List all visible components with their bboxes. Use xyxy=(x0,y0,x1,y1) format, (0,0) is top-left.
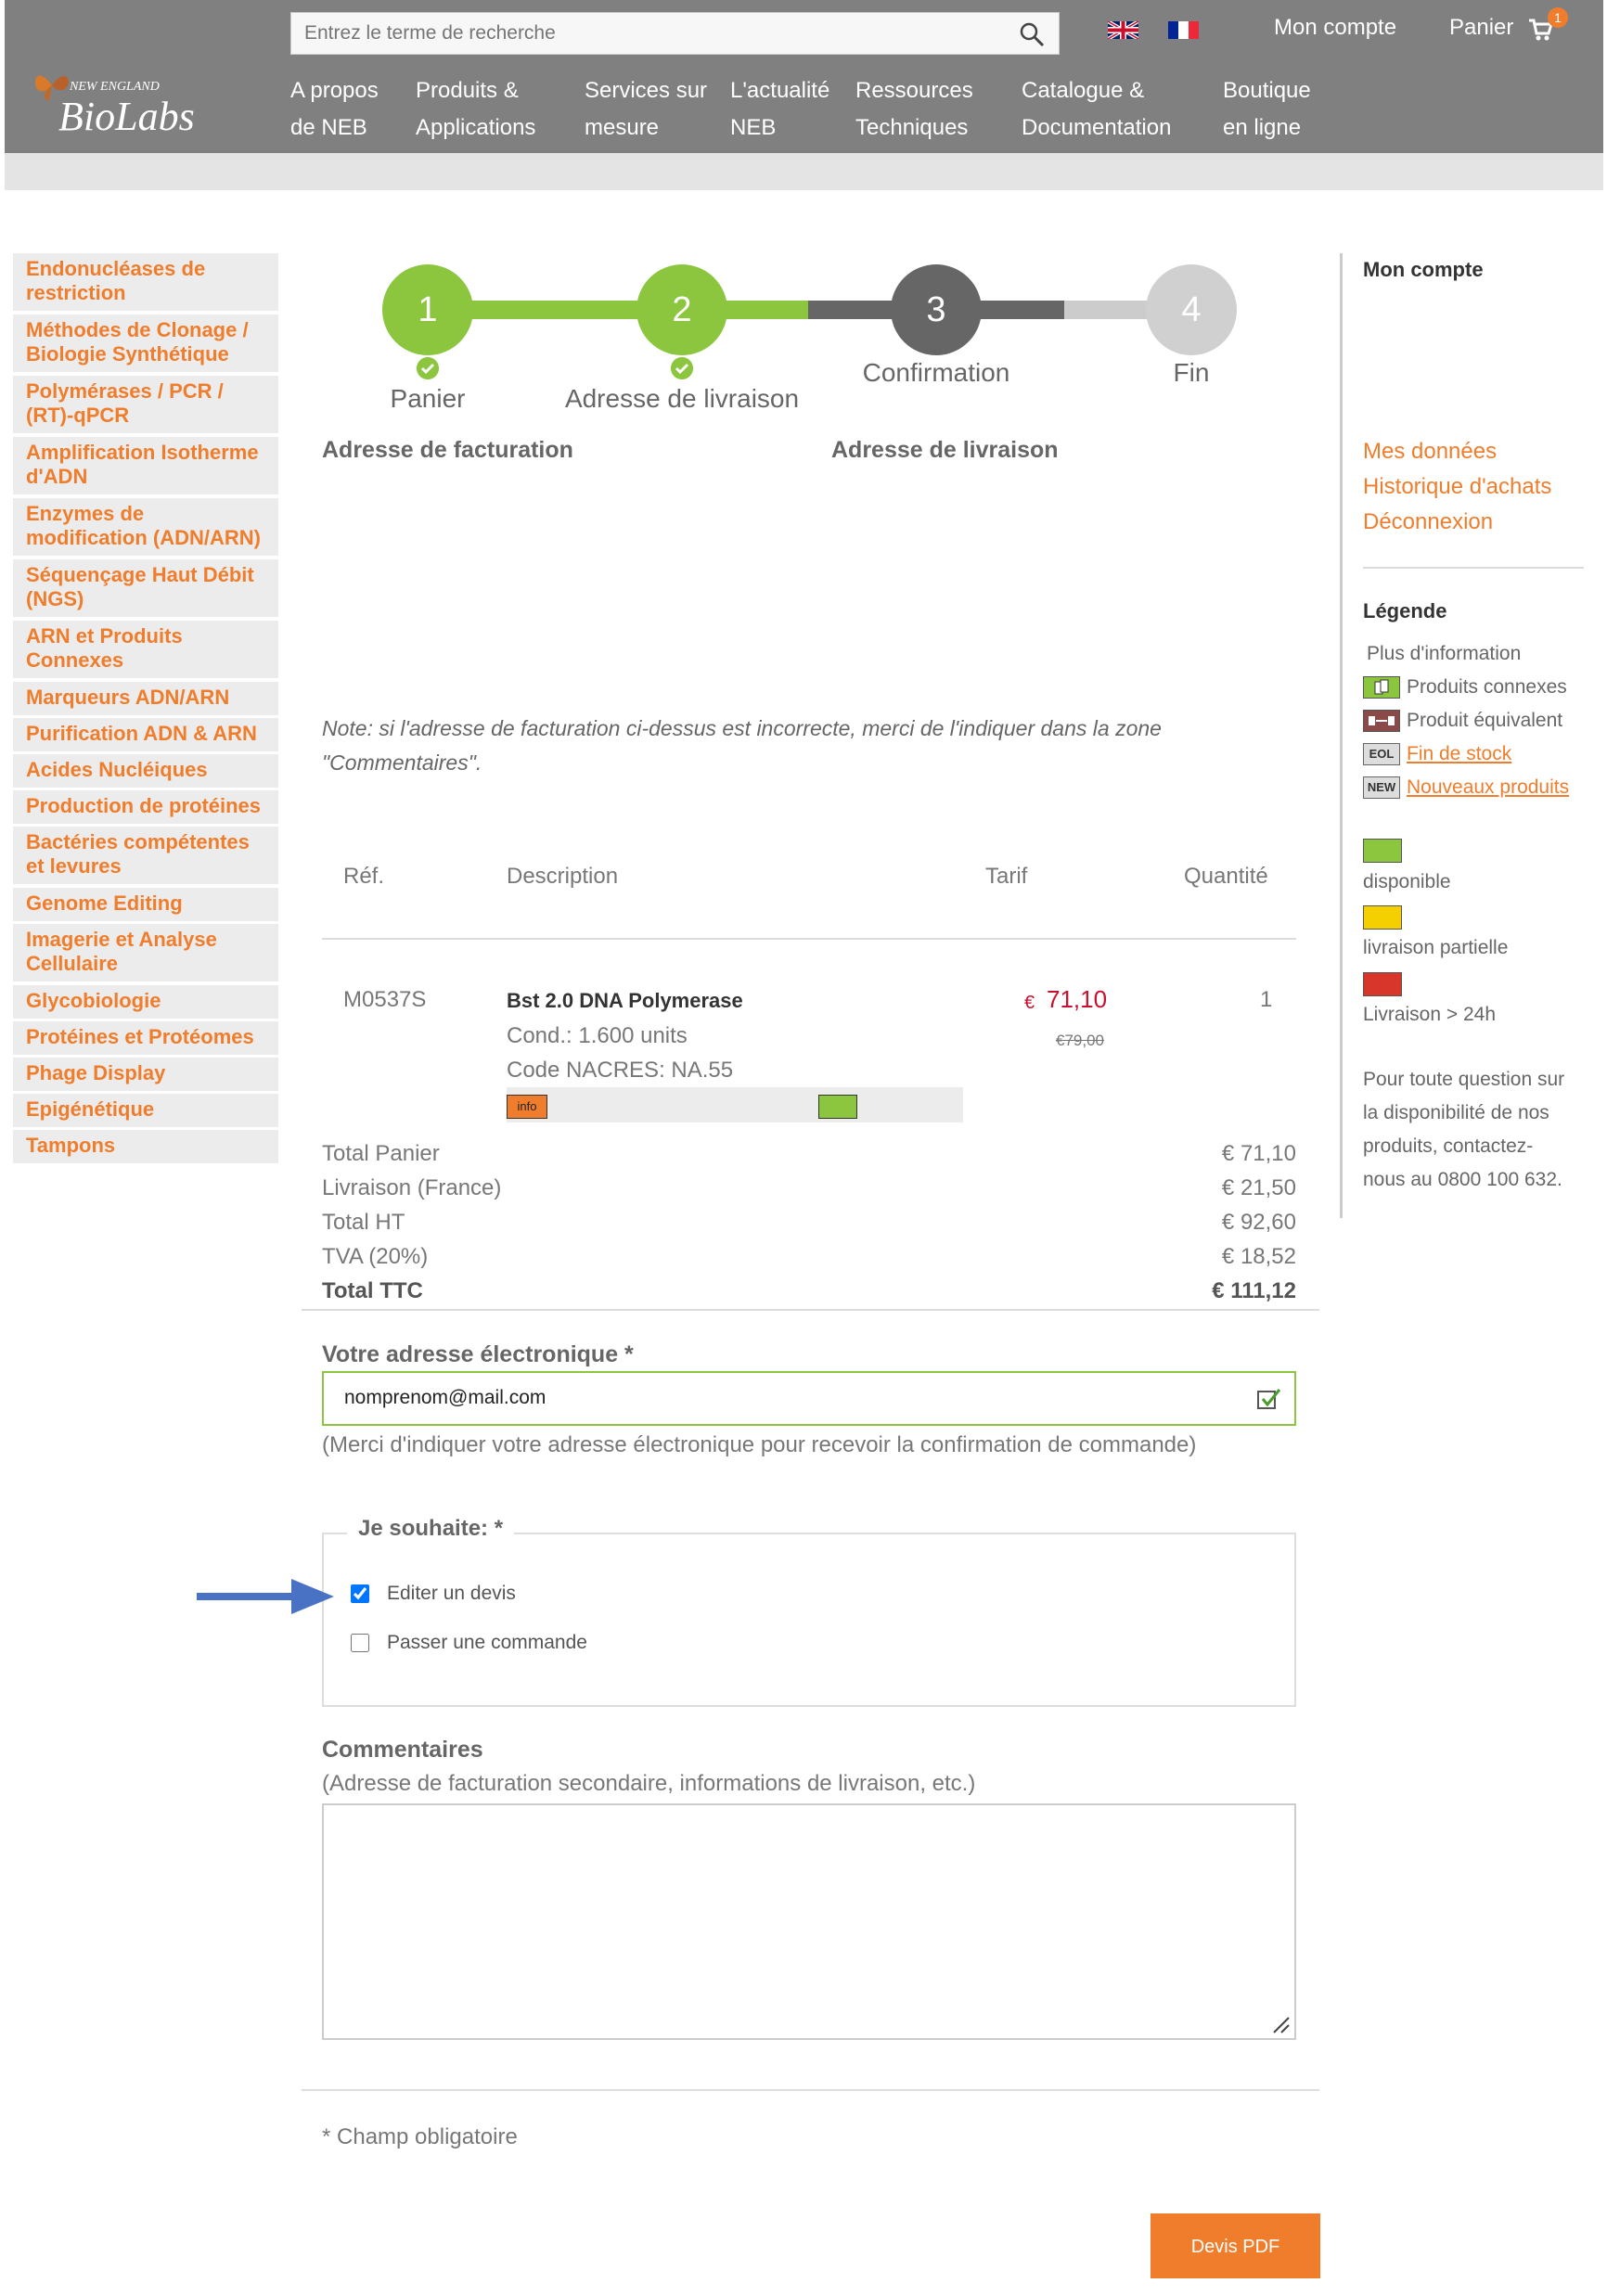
sidebar-item[interactable]: Imagerie et Analyse Cellulaire xyxy=(13,924,278,981)
related-products-icon xyxy=(1363,676,1400,699)
col-description: Description xyxy=(507,864,619,889)
neb-logo[interactable] xyxy=(31,63,216,147)
end-of-stock-link[interactable]: Fin de stock xyxy=(1407,743,1512,764)
required-note: * Champ obligatoire xyxy=(322,2124,518,2149)
item-old-price: €79,00 xyxy=(1056,1032,1104,1049)
quote-checkbox[interactable] xyxy=(351,1584,369,1603)
nav-about[interactable]: A propos de NEB xyxy=(290,78,379,140)
billing-address-heading: Adresse de facturation xyxy=(322,437,573,463)
total-ttc-label: Total TTC xyxy=(322,1278,423,1303)
pdf-quote-button[interactable]: Devis PDF xyxy=(1151,2213,1320,2278)
delayed-label: Livraison > 24h xyxy=(1363,1004,1497,1025)
logo-title: BioLabs xyxy=(58,94,195,139)
logout-link[interactable]: Déconnexion xyxy=(1363,509,1494,534)
col-ref: Réf. xyxy=(343,864,385,889)
cart-link[interactable]: Panier xyxy=(1449,15,1514,40)
item-ref: M0537S xyxy=(343,987,427,1012)
sidebar-item[interactable]: Tampons xyxy=(13,1130,278,1163)
nav-catalogue[interactable]: Catalogue & Documentation xyxy=(1022,78,1172,140)
sidebar-item[interactable]: Production de protéines xyxy=(13,790,278,824)
sidebar-item[interactable]: Protéines et Protéomes xyxy=(13,1021,278,1055)
sidebar-item[interactable]: Séquençage Haut Débit (NGS) xyxy=(13,559,278,617)
step-3-label: Confirmation xyxy=(862,358,1010,387)
sidebar-item[interactable]: Phage Display xyxy=(13,1058,278,1091)
check-icon xyxy=(671,357,693,379)
shipping-value: € 21,50 xyxy=(1221,1175,1296,1200)
header-subbar xyxy=(5,153,1603,190)
item-nacres: Code NACRES: NA.55 xyxy=(507,1058,734,1083)
sidebar-item[interactable]: Amplification Isotherme d'ADN xyxy=(13,437,278,494)
partial-swatch xyxy=(1363,905,1402,930)
step-1-label: Panier xyxy=(390,384,466,413)
progress-line-done xyxy=(428,301,808,319)
search-input[interactable] xyxy=(291,13,996,54)
logo-subtitle: NEW ENGLAND xyxy=(70,80,160,94)
step-1-circle: 1 xyxy=(382,264,473,355)
legend-heading: Légende xyxy=(1363,599,1447,622)
total-ht-label: Total HT xyxy=(322,1210,405,1235)
info-icon[interactable]: info xyxy=(507,1095,547,1119)
available-swatch xyxy=(1363,839,1402,863)
table-divider xyxy=(322,938,1296,940)
order-type-fieldset xyxy=(322,1533,1296,1707)
contact-info: Pour toute question sur la disponibilité de nos produits, contactez- nous au 0800 100 632. xyxy=(1363,1069,1565,1190)
resize-handle-icon[interactable] xyxy=(1270,2014,1291,2034)
step-2-label: Adresse de livraison xyxy=(564,384,800,413)
email-field[interactable] xyxy=(324,1373,1215,1423)
vat-label: TVA (20%) xyxy=(322,1244,429,1269)
total-cart-label: Total Panier xyxy=(322,1141,440,1166)
arrow-pointer-icon xyxy=(197,1579,334,1614)
totals-divider xyxy=(302,1309,1319,1311)
sidebar-item[interactable]: Acides Nucléiques xyxy=(13,754,278,788)
uk-flag-icon[interactable] xyxy=(1108,21,1138,39)
valid-check-icon xyxy=(1257,1388,1281,1410)
right-column-border xyxy=(1340,253,1343,1218)
nav-products[interactable]: Produits & Applications xyxy=(416,78,536,140)
availability-indicator xyxy=(818,1095,857,1119)
step-3-circle: 3 xyxy=(891,264,982,355)
total-ht-value: € 92,60 xyxy=(1221,1210,1296,1235)
comments-label: Commentaires xyxy=(322,1737,483,1763)
shipping-label: Livraison (France) xyxy=(322,1175,502,1200)
sidebar-item[interactable]: ARN et Produits Connexes xyxy=(13,621,278,678)
sidebar-item[interactable]: Purification ADN & ARN xyxy=(13,718,278,751)
sidebar-item[interactable]: Bactéries compétentes et levures xyxy=(13,827,278,884)
quote-option-label[interactable]: Editer un devis xyxy=(387,1583,516,1604)
order-type-legend: Je souhaite: * xyxy=(347,1516,514,1542)
order-option-label[interactable]: Passer une commande xyxy=(387,1632,587,1653)
new-products-link[interactable]: Nouveaux produits xyxy=(1407,776,1570,798)
cart-count-badge: 1 xyxy=(1548,7,1568,28)
shipping-address-heading: Adresse de livraison xyxy=(831,437,1059,463)
email-field-box[interactable] xyxy=(322,1371,1296,1426)
col-quantity: Quantité xyxy=(1184,864,1268,889)
nav-resources[interactable]: Ressources Techniques xyxy=(855,78,973,140)
eol-icon: EOL xyxy=(1363,743,1400,765)
my-data-link[interactable]: Mes données xyxy=(1363,439,1498,464)
sidebar-item[interactable]: Epigénétique xyxy=(13,1094,278,1127)
legend-more-info: Plus d'information xyxy=(1367,643,1522,664)
account-link[interactable]: Mon compte xyxy=(1274,15,1397,40)
item-name[interactable]: Bst 2.0 DNA Polymerase xyxy=(507,989,743,1012)
step-4-circle: 4 xyxy=(1146,264,1237,355)
total-ttc-value: € 111,12 xyxy=(1212,1278,1296,1303)
step-2-circle: 2 xyxy=(636,264,727,355)
sidebar-item[interactable]: Marqueurs ADN/ARN xyxy=(13,682,278,715)
email-help: (Merci d'indiquer votre adresse électronique pour recevoir la confirmation de commande) xyxy=(322,1432,1197,1457)
right-divider xyxy=(1363,567,1584,569)
footer-divider xyxy=(302,2089,1319,2091)
search-icon[interactable] xyxy=(1018,20,1046,48)
item-quantity: 1 xyxy=(1260,987,1273,1012)
account-heading: Mon compte xyxy=(1363,258,1484,281)
total-cart-value: € 71,10 xyxy=(1221,1141,1296,1166)
legend-equivalent: Produit équivalent xyxy=(1407,710,1563,731)
nav-shop[interactable]: Boutique en ligne xyxy=(1223,78,1311,140)
legend-related: Produits connexes xyxy=(1407,676,1567,698)
purchase-history-link[interactable]: Historique d'achats xyxy=(1363,474,1552,499)
sidebar-item[interactable]: Endonucléases de restriction xyxy=(13,253,278,311)
item-icons-bar xyxy=(507,1087,963,1122)
new-icon: NEW xyxy=(1363,776,1400,799)
delayed-swatch xyxy=(1363,972,1402,996)
item-price: 71,10 xyxy=(1047,985,1108,1013)
available-label: disponible xyxy=(1363,871,1451,892)
equivalent-product-icon xyxy=(1363,710,1400,732)
item-cond: Cond.: 1.600 units xyxy=(507,1023,688,1048)
partial-label: livraison partielle xyxy=(1363,937,1509,958)
sidebar-item[interactable]: Genome Editing xyxy=(13,888,278,921)
price-currency: € xyxy=(1024,993,1035,1013)
order-checkbox[interactable] xyxy=(351,1634,369,1652)
search-box[interactable] xyxy=(290,12,1060,55)
check-icon xyxy=(417,357,439,379)
comments-textarea[interactable] xyxy=(322,1803,1296,2040)
france-flag-icon[interactable] xyxy=(1168,21,1199,39)
billing-note: Note: si l'adresse de facturation ci-dessus est incorrecte, merci de l'indiquer dans la zone "Commentaires". xyxy=(322,716,1162,775)
email-label: Votre adresse électronique * xyxy=(322,1341,634,1367)
sidebar-item[interactable]: Polymérases / PCR / (RT)-qPCR xyxy=(13,376,278,433)
sidebar-item[interactable]: Glycobiologie xyxy=(13,985,278,1019)
sidebar-item[interactable]: Méthodes de Clonage / Biologie Synthétique xyxy=(13,314,278,372)
nav-services[interactable]: Services sur mesure xyxy=(585,78,708,140)
comments-help: (Adresse de facturation secondaire, informations de livraison, etc.) xyxy=(322,1771,976,1796)
nav-news[interactable]: L'actualité NEB xyxy=(730,78,830,140)
col-price: Tarif xyxy=(985,864,1028,889)
step-4-label: Fin xyxy=(1173,358,1210,387)
vat-value: € 18,52 xyxy=(1221,1244,1296,1269)
sidebar-item[interactable]: Enzymes de modification (ADN/ARN) xyxy=(13,498,278,556)
